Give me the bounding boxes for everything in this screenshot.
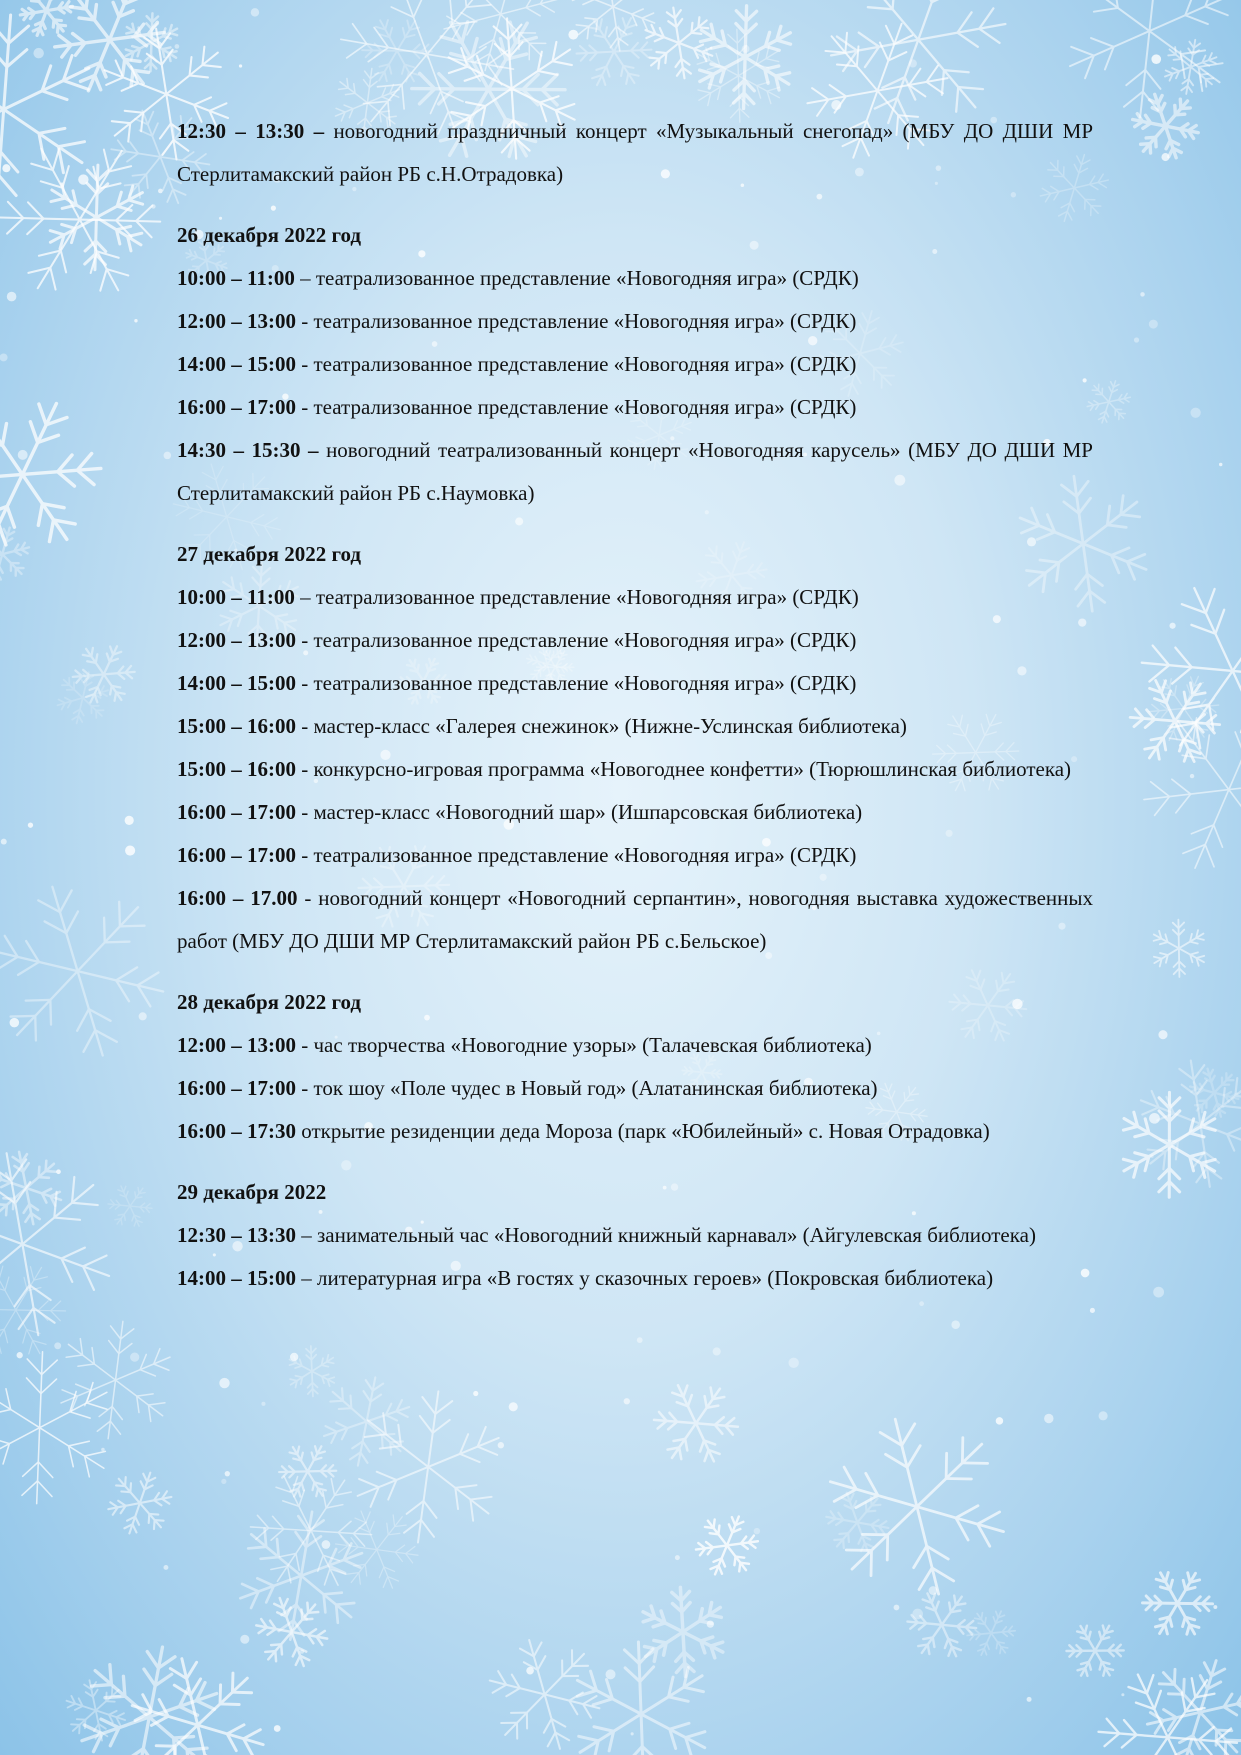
snow-dot [7,292,17,302]
snowflake-icon [643,1587,723,1676]
entry-text: – театрализованное представление «Новогодняя игра» (СРДК) [294,585,859,609]
entry-time: 12:30 – 13:30 – [177,119,325,143]
entry-time: 12:30 – 13:30 [177,1223,296,1247]
snow-dot [637,1337,643,1343]
snowflake-icon [654,1385,738,1461]
snow-dot [1153,1287,1164,1298]
snowflake-icon [0,404,101,546]
snow-dot [996,1417,1003,1424]
snow-dot [56,1169,61,1174]
entry-time: 14:30 – 15:30 – [177,438,319,462]
day-heading: 27 декабря 2022 год [177,542,362,566]
snow-dot [509,1402,518,1411]
entry-text: - ток шоу «Поле чудес в Новый год» (Алатанинская библиотека) [296,1076,878,1100]
schedule-entry [177,877,1093,963]
snow-dot [526,1667,534,1675]
snow-dot [919,1301,924,1306]
snowflake-icon [1066,1626,1123,1676]
entry-text: – литературная игра «В гостях у сказочных героев» (Покровская библиотека) [296,1266,994,1290]
snowflake-icon [1147,1661,1241,1755]
entry-time: 12:00 – 13:00 [177,628,296,652]
snowflake-icon [126,13,177,71]
snow-dot [1044,1414,1053,1423]
entry-text: – театрализованное представление «Новогодняя игра» (СРДК) [294,266,859,290]
snow-dot [1158,1030,1167,1039]
snow-dot [251,8,259,16]
snow-dot [1219,463,1222,466]
snow-dot [568,30,578,40]
snow-dot [240,1635,249,1644]
snow-dot [951,1320,960,1329]
snow-dot [219,1378,229,1388]
snow-dot [28,822,33,827]
snowflake-icon [0,1266,66,1354]
schedule-entry [177,429,1093,515]
snow-dot [239,64,242,67]
entry-time: 15:00 – 16:00 [177,714,296,738]
snow-dot [1149,1113,1160,1124]
snow-dot [1140,292,1144,296]
snowflake-icon [1099,1675,1237,1755]
entry-time: 14:00 – 15:00 [177,1266,296,1290]
entry-time: 12:00 – 13:00 [177,309,296,333]
snow-dot [300,1649,304,1653]
entry-time: 14:00 – 15:00 [177,671,296,695]
snowflake-icon [362,20,432,81]
snow-dot [125,845,135,855]
entry-time: 16:00 – 17.00 [177,886,298,910]
snow-dot [909,59,917,67]
snowflake-icon [108,1186,152,1226]
snowflake-icon [0,887,163,1056]
schedule-entry [177,110,1093,196]
snowflake-icon [20,0,72,35]
entry-time: 15:00 – 16:00 [177,757,296,781]
entry-text: - новогодний концерт «Новогодний серпантин», новогодняя выставка художественных работ (МБУ ДО ДШИ МР Стерлитамакский район РБ с.Бельское) [177,886,1093,953]
snow-dot [125,816,134,825]
snow-dot [1161,153,1169,161]
snowflake-icon [1144,711,1241,868]
snow-dot [606,1669,616,1679]
schedule-entry [177,748,1093,791]
snow-dot [894,1605,900,1611]
snow-dot [17,1352,23,1358]
schedule-entry [177,1067,1093,1110]
entry-text: - мастер-класс «Новогодний шар» (Ишпарсовская библиотека) [296,800,863,824]
day-heading: 29 декабря 2022 [177,1180,327,1204]
snow-dot [158,189,163,194]
snow-dot [831,100,841,110]
snowflake-icon [1143,1573,1213,1635]
entry-time: 16:00 – 17:00 [177,395,296,419]
schedule-entry [177,386,1093,429]
snowflake-icon [324,1377,409,1465]
entry-text: - театрализованное представление «Новогодняя игра» (СРДК) [296,671,857,695]
schedule-entry [177,1214,1093,1257]
snow-dot [473,1391,478,1396]
snow-dot [1190,774,1194,778]
snow-dot [675,1555,680,1560]
snowflake-icon [696,1517,758,1575]
snow-dot [1169,623,1175,629]
snow-dot [1134,337,1139,342]
schedule-entry [177,1257,1093,1300]
entry-text: - конкурсно-игровая программа «Новогоднее конфетти» (Тюрюшлинская библиотека) [296,757,1072,781]
schedule-entry [177,1110,1093,1153]
snow-dot [742,45,750,53]
snowflake-icon [358,1391,499,1542]
snow-dot [164,452,172,460]
entry-text: – занимательный час «Новогодний книжный карнавал» (Айгулевская библиотека) [296,1223,1036,1247]
snowflake-icon [0,148,160,290]
entry-time: 16:00 – 17:00 [177,800,296,824]
snow-dot [1121,1693,1124,1696]
schedule-entry [177,705,1093,748]
snowflake-icon [907,1593,976,1656]
day-heading: 26 декабря 2022 год [177,223,362,247]
snowflake-icon [967,1611,1015,1655]
snow-dot [18,450,28,460]
snow-dot [713,1347,721,1355]
snow-dot [624,1398,630,1404]
snow-dot [1151,54,1161,64]
snowflake-icon [646,8,713,79]
snowflake-icon [1087,381,1130,423]
entry-text: - театрализованное представление «Новогодняя игра» (СРДК) [296,395,857,419]
snow-dot [175,44,180,49]
snowflake-icon [0,1153,109,1335]
snow-dot [139,1012,147,1020]
snow-dot [10,1018,20,1028]
entry-time: 16:00 – 17:00 [177,1076,296,1100]
snow-dot [631,1732,634,1735]
snowflake-icon [1070,0,1229,117]
snowflake-icon [279,1446,336,1496]
snow-dot [707,1620,714,1627]
schedule-entry [177,343,1093,386]
snow-dot [225,1471,230,1476]
schedule-entry [177,576,1093,619]
snow-dot [134,319,137,322]
entry-text: - театрализованное представление «Новогодняя игра» (СРДК) [296,843,857,867]
snow-dot [754,1528,760,1534]
snow-dot [1213,1605,1217,1609]
entry-time: 10:00 – 11:00 [177,585,295,609]
schedule-entry [177,662,1093,705]
snow-dot [498,1442,504,1448]
day-heading: 28 декабря 2022 год [177,990,362,1014]
schedule-entry [177,1024,1093,1067]
snow-dot [163,1565,168,1570]
snow-dot [1027,1697,1032,1702]
snow-dot [54,1342,61,1349]
entry-time: 16:00 – 17:30 [177,1119,296,1143]
snow-dot [261,1402,265,1406]
snowflake-icon [1154,920,1205,977]
snowflake-icon [830,1419,1003,1594]
snow-dot [929,1586,938,1595]
snow-dot [2,164,10,172]
entry-time: 14:00 – 15:00 [177,352,296,376]
entry-text: - час творчества «Новогодние узоры» (Талачевская библиотека) [296,1033,872,1057]
snow-dot [151,204,155,208]
entry-text: новогодний театрализованный концерт «Новогодняя карусель» (МБУ ДО ДШИ МР Стерлитамакский район РБ с.Наумовка) [177,438,1093,505]
snow-dot [101,1448,105,1452]
snowflake-icon [572,0,655,51]
entry-text: - театрализованное представление «Новогодняя игра» (СРДК) [296,309,857,333]
entry-text: - театрализованное представление «Новогодняя игра» (СРДК) [296,628,857,652]
snow-dot [912,1609,923,1620]
snow-dot [1150,1154,1154,1158]
snow-dot [221,1479,226,1484]
schedule-entry [177,257,1093,300]
snow-dot [130,1353,139,1362]
snow-dot [0,353,8,361]
snow-dot [33,48,43,58]
entry-text: - мастер-класс «Галерея снежинок» (Нижне-Услинская библиотека) [296,714,907,738]
entry-time: 12:00 – 13:00 [177,1033,296,1057]
snow-dot [78,174,88,184]
snow-dot [1149,320,1158,329]
snow-dot [1191,408,1201,418]
snow-dot [290,1353,298,1361]
snow-dot [1090,1308,1095,1313]
entry-time: 16:00 – 17:00 [177,843,296,867]
snow-dot [1099,1411,1108,1420]
snow-dot [274,1725,281,1732]
schedule-entry [177,791,1093,834]
schedule-entry [177,300,1093,343]
snowflake-icon [61,1321,170,1438]
entry-text: открытие резиденции деда Мороза (парк «Юбилейный» с. Новая Отрадовка) [296,1119,990,1143]
schedule-entry [177,619,1093,662]
schedule-entry [177,834,1093,877]
snow-dot [322,1540,331,1549]
entry-text: новогодний праздничный концерт «Музыкальный снегопад» (МБУ ДО ДШИ МР Стерлитамакский район РБ с.Н.Отрадовка) [177,119,1093,186]
entry-text: - театрализованное представление «Новогодняя игра» (СРДК) [296,352,857,376]
snow-dot [1,839,7,845]
snowflake-icon [0,1352,107,1504]
snowflake-icon [700,6,791,109]
snowflake-icon [108,1473,171,1534]
schedule-document [177,110,1093,1300]
entry-time: 10:00 – 11:00 [177,266,295,290]
snow-dot [789,1358,799,1368]
